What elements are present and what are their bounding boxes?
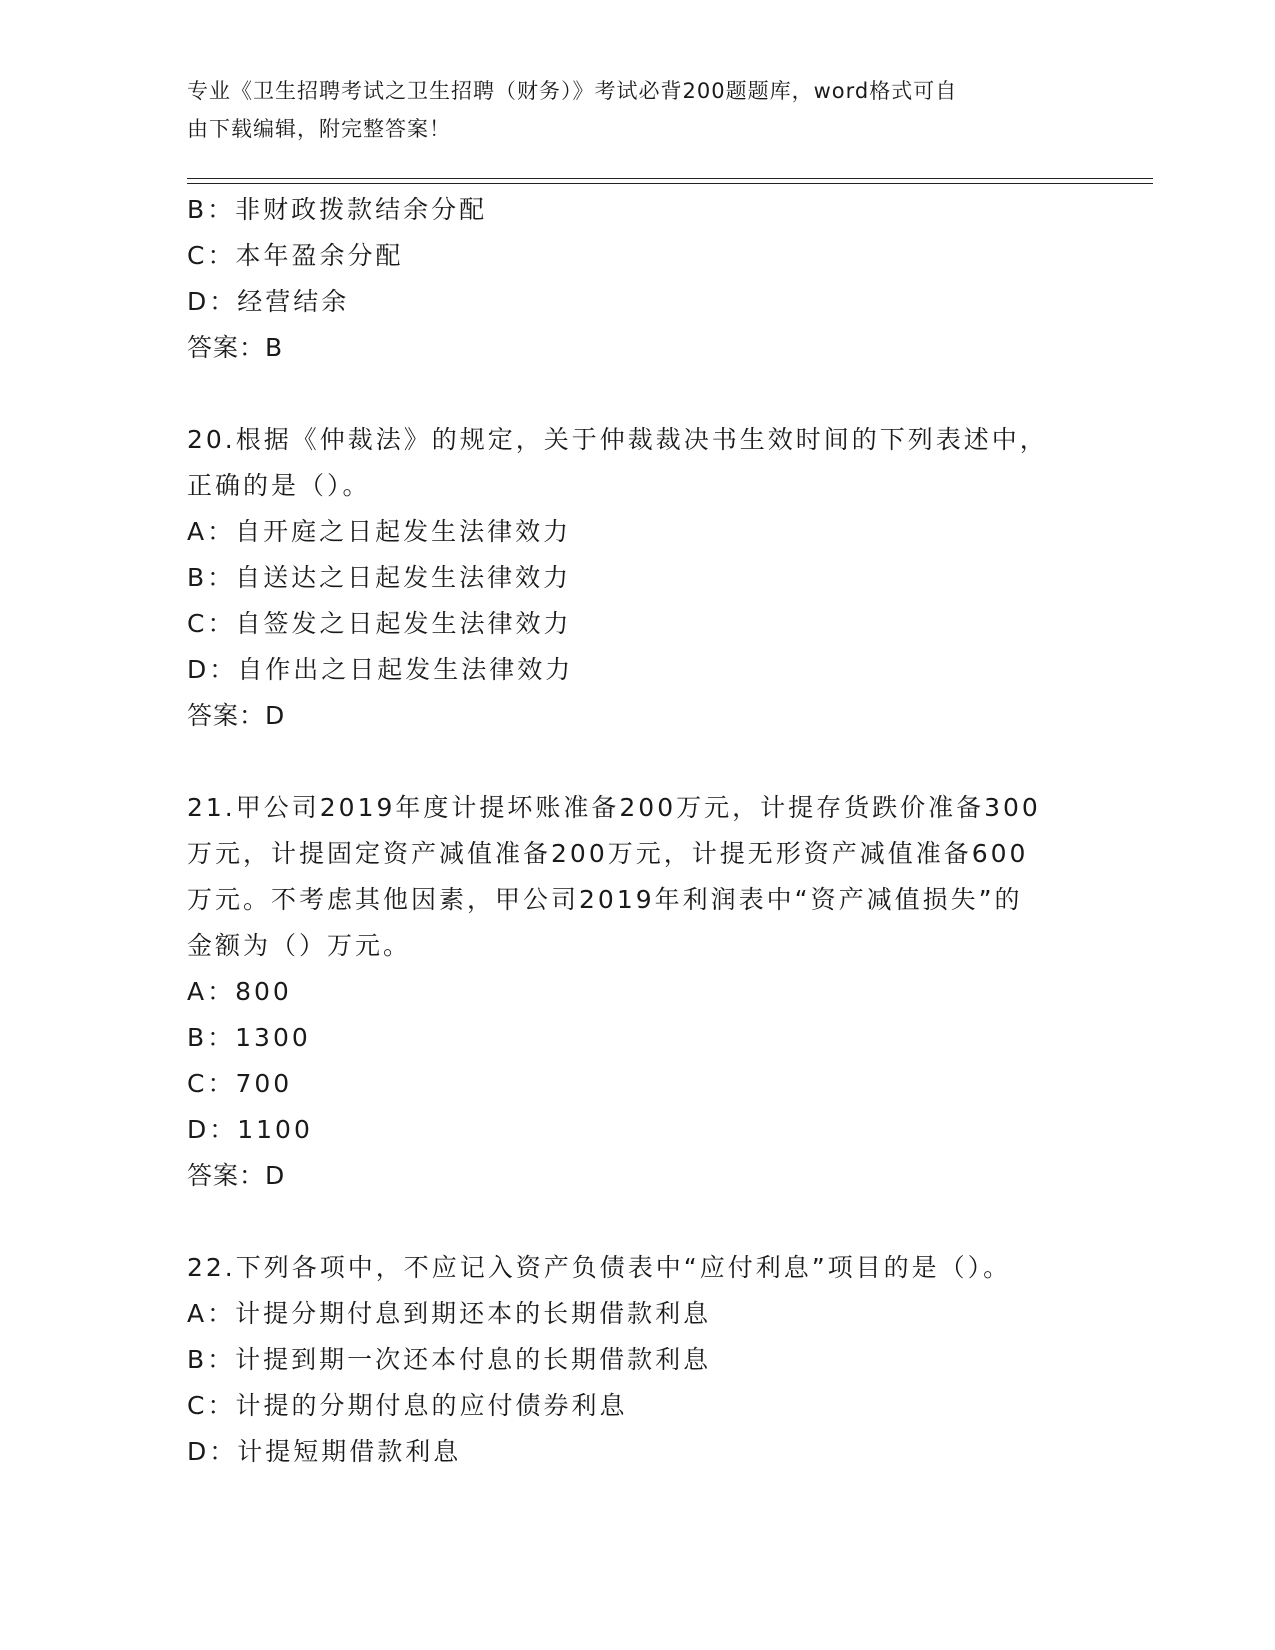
question-text-line: 金额为（）万元。 <box>187 931 412 960</box>
question-text-line: 万元，计提固定资产减值准备200万元，计提无形资产减值准备600 <box>187 839 1029 868</box>
header-line-2: 由下载编辑，附完整答案！ <box>187 117 451 141</box>
header-line-1: 专业《卫生招聘考试之卫生招聘（财务）》考试必背200题题库，word格式可自 <box>187 79 958 103</box>
answer: 答案：D <box>187 701 286 730</box>
question-text-line: 22.下列各项中，不应记入资产负债表中“应付利息”项目的是（）。 <box>187 1253 1012 1282</box>
option-c: C：计提的分期付息的应付债券利息 <box>187 1391 628 1420</box>
option-d: D：经营结余 <box>187 287 350 316</box>
question-20 <box>187 417 1087 739</box>
question-19-continued <box>187 187 1087 371</box>
answer: 答案：B <box>187 333 284 362</box>
option-a: A：自开庭之日起发生法律效力 <box>187 517 572 546</box>
option-d: D：1100 <box>187 1115 313 1144</box>
option-b: B：计提到期一次还本付息的长期借款利息 <box>187 1345 712 1374</box>
option-b: B：自送达之日起发生法律效力 <box>187 563 572 592</box>
question-text-line: 20.根据《仲裁法》的规定，关于仲裁裁决书生效时间的下列表述中， <box>187 425 1048 454</box>
option-d: D：计提短期借款利息 <box>187 1437 462 1466</box>
header-rule-top <box>187 178 1153 179</box>
document-body <box>187 187 1087 1475</box>
option-d: D：自作出之日起发生法律效力 <box>187 655 574 684</box>
question-text-line: 万元。不考虑其他因素，甲公司2019年利润表中“资产减值损失”的 <box>187 885 1023 914</box>
question-21 <box>187 785 1087 1199</box>
header-rule-bottom <box>187 183 1153 184</box>
question-22 <box>187 1245 1087 1475</box>
option-c: C：自签发之日起发生法律效力 <box>187 609 572 638</box>
option-c: C：700 <box>187 1069 293 1098</box>
option-b: B：非财政拨款结余分配 <box>187 195 488 224</box>
option-c: C：本年盈余分配 <box>187 241 404 270</box>
option-a: A：800 <box>187 977 292 1006</box>
answer: 答案：D <box>187 1161 286 1190</box>
question-text-line: 正确的是（）。 <box>187 471 371 500</box>
option-b: B：1300 <box>187 1023 311 1052</box>
document-header <box>187 72 1077 148</box>
question-text-line: 21.甲公司2019年度计提坏账准备200万元，计提存货跌价准备300 <box>187 793 1041 822</box>
option-a: A：计提分期付息到期还本的长期借款利息 <box>187 1299 712 1328</box>
